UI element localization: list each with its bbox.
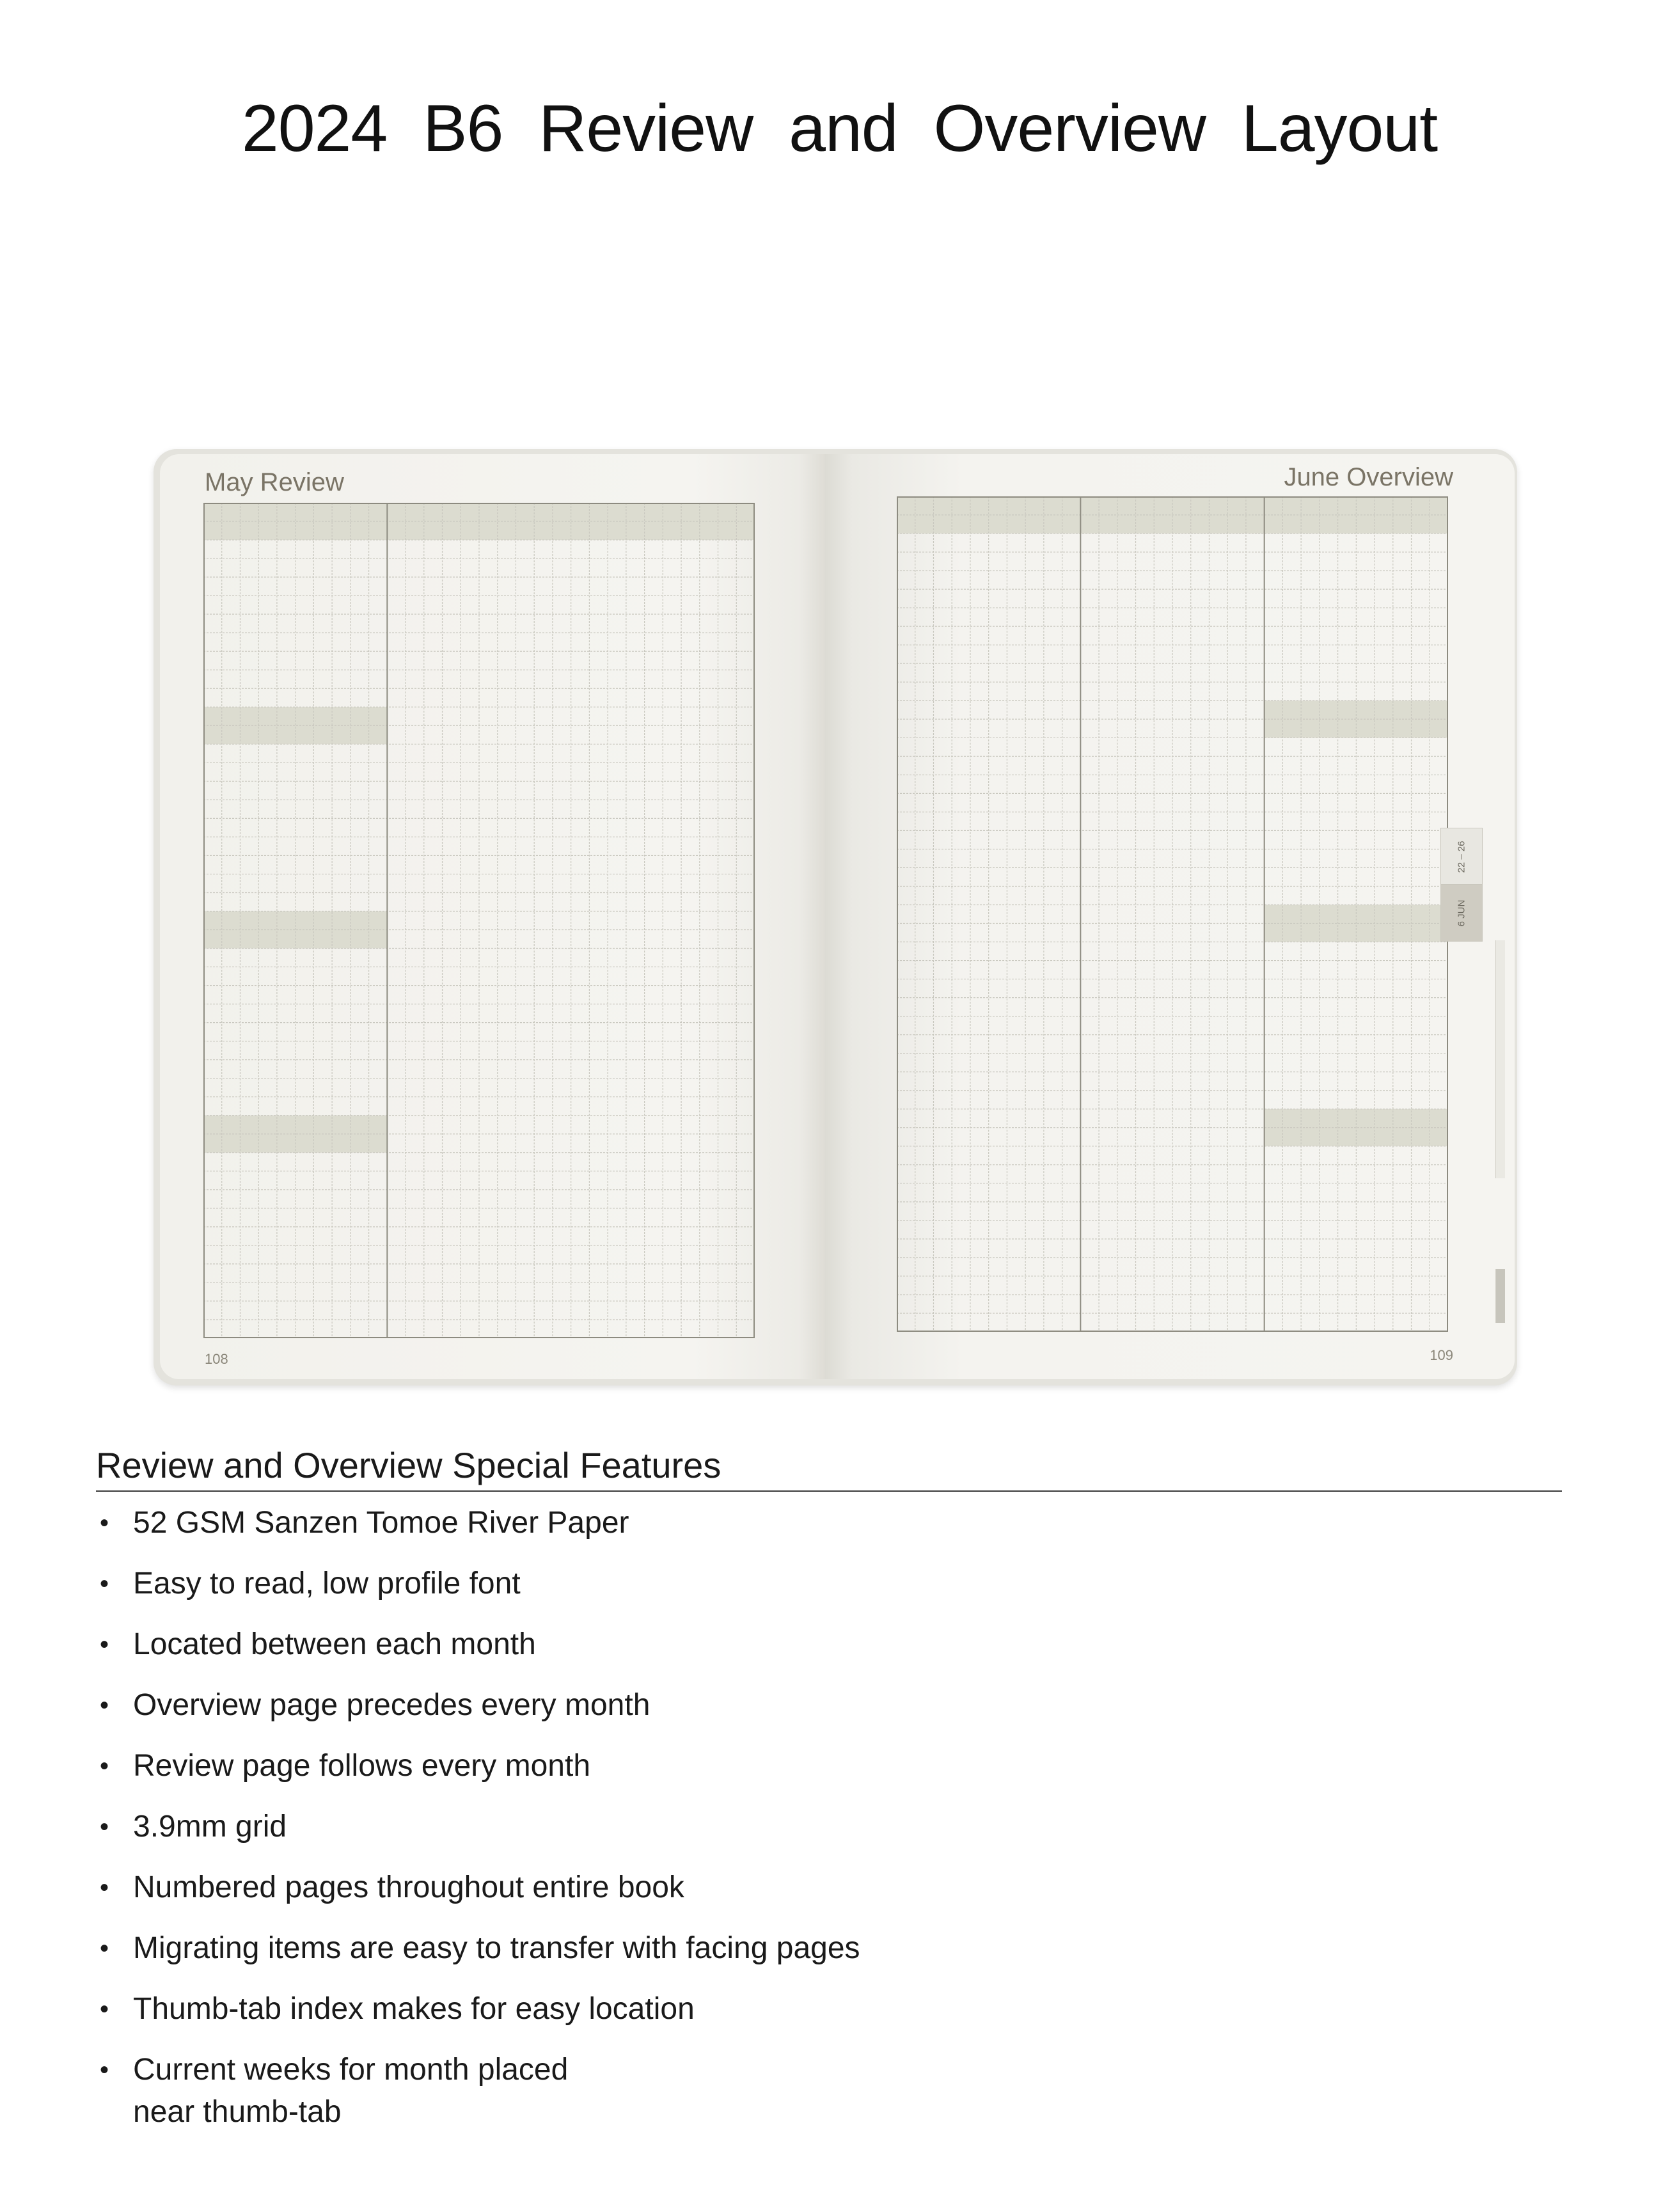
index-tab-edge (1495, 1020, 1505, 1059)
index-tab-edge (1495, 1059, 1505, 1099)
page-title: 2024 B6 Review and Overview Layout (241, 91, 1438, 166)
right-page-grid (897, 496, 1448, 1332)
feature-item (96, 1502, 1567, 1544)
left-page-grid (203, 503, 755, 1338)
bullet-icon: • (100, 1631, 109, 1659)
features-divider (96, 1490, 1562, 1492)
bullet-icon: • (100, 1570, 109, 1598)
index-tab-edge (1495, 1099, 1505, 1139)
feature-text: Numbered pages throughout entire book (133, 1870, 684, 1904)
feature-item (96, 1684, 1567, 1726)
left-page (160, 454, 825, 1379)
bullet-icon: • (100, 1509, 109, 1537)
index-tab-edge-current (1495, 1269, 1505, 1323)
bullet-icon: • (100, 1691, 109, 1719)
feature-text: Review page follows every month (133, 1749, 591, 1783)
bullet-icon: • (100, 1813, 109, 1841)
feature-item (96, 1745, 1567, 1787)
feature-item (96, 1623, 1567, 1666)
right-page-number: 109 (1430, 1347, 1453, 1363)
index-tab-edge (1495, 980, 1505, 1020)
index-tab-edge (1495, 940, 1505, 980)
right-page-label: June Overview (1284, 463, 1453, 491)
features-list (96, 1502, 1567, 2152)
thumb-tab-week-label: 22 – 26 (1456, 840, 1467, 873)
feature-item (96, 2049, 1567, 2133)
features-heading: Review and Overview Special Features (96, 1445, 721, 1485)
feature-text: Migrating items are easy to transfer with facing pages (133, 1931, 860, 1965)
bullet-icon: • (100, 1995, 109, 2023)
feature-text: Overview page precedes every month (133, 1688, 650, 1722)
feature-text: 52 GSM Sanzen Tomoe River Paper (133, 1506, 629, 1540)
bullet-icon: • (100, 1752, 109, 1780)
feature-text: Easy to read, low profile font (133, 1567, 521, 1600)
index-tab-edge (1495, 1139, 1505, 1178)
feature-text: Current weeks for month placed near thumb-tab (133, 2053, 569, 2129)
bullet-icon: • (100, 2056, 109, 2084)
feature-text: Thumb-tab index makes for easy location (133, 1992, 695, 2026)
feature-item (96, 1563, 1567, 1605)
thumb-tab-week[interactable] (1440, 828, 1483, 885)
right-page (825, 454, 1515, 1379)
feature-item (96, 1867, 1567, 1909)
left-page-number: 108 (205, 1351, 228, 1367)
bullet-icon: • (100, 1874, 109, 1902)
feature-item (96, 1927, 1567, 1970)
thumb-tab-month[interactable] (1440, 884, 1483, 942)
feature-text: 3.9mm grid (133, 1810, 287, 1844)
thumb-tab-month-label: 6 JUN (1456, 899, 1467, 926)
left-page-label: May Review (205, 468, 344, 496)
notebook-spread (154, 449, 1517, 1386)
feature-text: Located between each month (133, 1627, 536, 1661)
feature-item (96, 1988, 1567, 2030)
bullet-icon: • (100, 1934, 109, 1963)
feature-item (96, 1806, 1567, 1848)
